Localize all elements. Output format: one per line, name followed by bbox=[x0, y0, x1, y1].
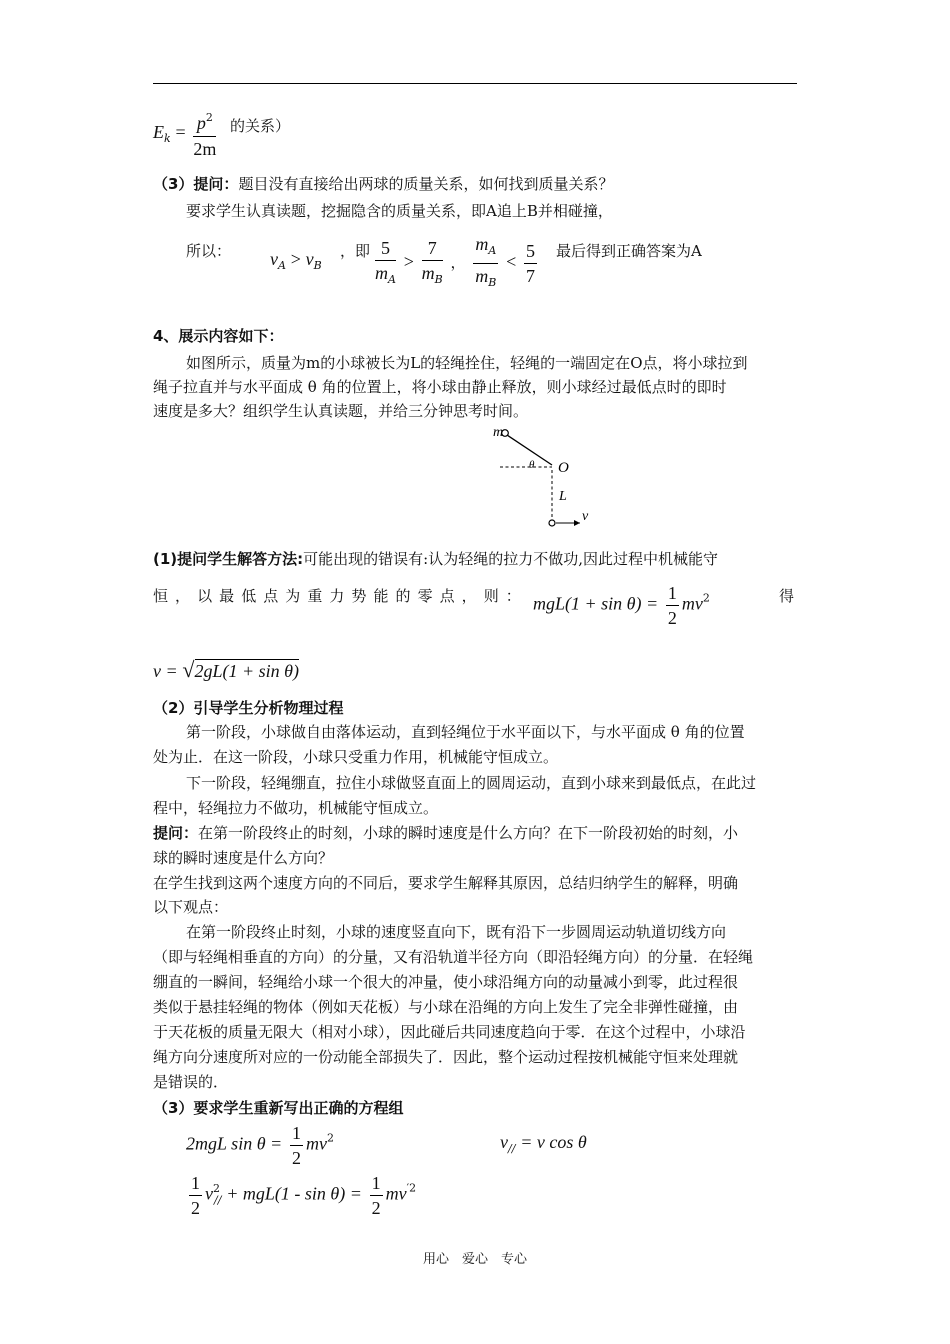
one: 1 bbox=[290, 1123, 303, 1146]
half-fraction bbox=[666, 583, 679, 628]
eq2-rhs: = v cos θ bbox=[520, 1132, 587, 1152]
v-b: v bbox=[305, 249, 314, 269]
frac-5-7 bbox=[524, 241, 537, 286]
s4-para-line2: 绳子拉直并与水平面成 θ 角的位置上，将小球由静止释放，则小球经过最低点时的即时 bbox=[153, 378, 727, 396]
ask1-justified-line bbox=[153, 585, 521, 606]
two: 2 bbox=[667, 608, 677, 628]
momentum-inequality bbox=[372, 234, 540, 293]
mv: mv bbox=[681, 593, 703, 614]
explain-line: 在第一阶段终止时刻，小球的速度竖直向下，既有沿下一步圆周运动轨道切线方向 bbox=[186, 923, 727, 941]
sub-b-2: B bbox=[434, 272, 443, 286]
one: 1 bbox=[370, 1173, 383, 1196]
two: 2 bbox=[191, 1198, 200, 1218]
ek-symbol: E bbox=[153, 122, 164, 142]
jchar: ， bbox=[175, 587, 191, 605]
half-fraction bbox=[290, 1123, 303, 1168]
q3-label: （3）提问： bbox=[153, 175, 239, 193]
equation-1 bbox=[186, 1123, 334, 1168]
parallel-sub: // bbox=[508, 1142, 516, 1155]
two: 2 bbox=[291, 1148, 301, 1168]
jchar: 点 bbox=[439, 587, 455, 605]
ask2-line: 处为止．在这一阶段，小球只受重力作用，机械能守恒成立。 bbox=[153, 748, 559, 766]
ask2-line: 下一阶段，轻绳绷直，拉住小球做竖直面上的圆周运动，直到小球来到最低点，在此过 bbox=[186, 774, 757, 792]
jchar: 势 bbox=[351, 587, 367, 605]
ask2-line: 第一阶段，小球做自由落体运动，直到轻绳位于水平面以下，与水平面成 θ 角的位置 bbox=[186, 723, 745, 741]
ask1-label: (1)提问学生解答方法: bbox=[153, 550, 304, 568]
q3-line bbox=[153, 173, 613, 195]
equation-2 bbox=[500, 1132, 587, 1155]
sq: 2 bbox=[326, 1131, 334, 1145]
pendulum-figure bbox=[480, 420, 600, 532]
frac-ma-mb bbox=[473, 234, 498, 293]
so-label: 所以： bbox=[186, 242, 232, 260]
jchar: 的 bbox=[395, 587, 411, 605]
velocity-sqrt-formula bbox=[153, 657, 299, 683]
equals: = bbox=[175, 122, 186, 142]
sub-a-2: A bbox=[388, 272, 396, 286]
ek-sub: k bbox=[164, 132, 171, 145]
explain-line: （即与轻绳相垂直的方向）的分量，又有沿轨道半径方向（即沿轻绳方向）的分量．在轻绳 bbox=[153, 948, 754, 966]
label-o: O bbox=[558, 460, 569, 476]
jchar: ， bbox=[461, 587, 477, 605]
two: 2 bbox=[371, 1198, 381, 1218]
seven-2: 7 bbox=[526, 266, 536, 286]
jchar: 能 bbox=[373, 587, 389, 605]
m-b-den: m bbox=[475, 266, 489, 286]
explain-line: 于天花板的质量无限大（相对小球），因此碰后共同速度趋向于零．在这个过程中，小球沿 bbox=[153, 1023, 746, 1041]
mv: mv bbox=[385, 1183, 407, 1204]
ask2-question-line2: 球的瞬时速度是什么方向？ bbox=[153, 849, 334, 867]
half-fraction bbox=[189, 1173, 202, 1218]
sq: 2 bbox=[213, 1181, 220, 1195]
energy-equation-wrong bbox=[533, 583, 710, 628]
eq3-mid: + mgL(1 - sin θ) = bbox=[226, 1183, 362, 1204]
label-theta: θ bbox=[529, 459, 535, 471]
v-eq: v = bbox=[153, 661, 178, 681]
v: v bbox=[205, 1183, 213, 1204]
sq: 2 bbox=[702, 591, 710, 605]
section-4-heading: 4、展示内容如下： bbox=[153, 327, 284, 345]
conclusion-text: 最后得到正确答案为A bbox=[556, 242, 702, 260]
prime-sq: ′2 bbox=[406, 1181, 417, 1195]
half-fraction-2 bbox=[370, 1173, 383, 1218]
sqrt-body: 2gL(1 + sin θ) bbox=[194, 661, 299, 681]
mv: mv bbox=[305, 1133, 327, 1154]
sub-a-3: A bbox=[488, 244, 497, 257]
frac-5-ma bbox=[375, 238, 396, 290]
jchar: ： bbox=[505, 587, 521, 605]
q3-line2: 要求学生认真读题，挖掘隐含的质量关系，即A追上B并相碰撞， bbox=[186, 202, 613, 220]
comma: ， bbox=[450, 253, 466, 272]
jchar: 最 bbox=[219, 587, 235, 605]
frac-7-mb bbox=[422, 238, 443, 290]
label-m: m bbox=[493, 425, 504, 440]
ask2-question-line bbox=[153, 822, 738, 844]
label-v: v bbox=[582, 509, 589, 524]
ask2-heading: （2）引导学生分析物理过程 bbox=[153, 699, 344, 717]
numerator: p bbox=[196, 113, 206, 133]
gt-sign: > bbox=[290, 249, 301, 269]
sub-b-3: B bbox=[488, 276, 497, 289]
ask1-text: 可能出现的错误有:认为轻绳的拉力不做功,因此过程中机械能守 bbox=[303, 550, 718, 568]
eq-lhs: mgL(1 + sin θ) = bbox=[533, 593, 659, 614]
ji-text: ，即 bbox=[340, 242, 371, 260]
velocity-inequality bbox=[270, 249, 322, 272]
v-a: v bbox=[270, 249, 278, 269]
label-l: L bbox=[559, 489, 567, 504]
de-text: 得 bbox=[779, 587, 795, 605]
equation-3 bbox=[186, 1173, 416, 1218]
lt-sign: < bbox=[506, 251, 517, 272]
explain-line: 类似于悬挂轻绳的物体（例如天花板）与小球在沿绳的方向上发生了完全非弹性碰撞，由 bbox=[153, 998, 739, 1016]
five-1: 5 bbox=[375, 238, 396, 261]
explain-line: 绷直的一瞬间，轻绳给小球一个很大的冲量，使小球沿绳方向的动量减小到零，此过程很 bbox=[153, 973, 739, 991]
jchar: 低 bbox=[241, 587, 257, 605]
ask3-heading: （3）要求学生重新写出正确的方程组 bbox=[153, 1099, 404, 1117]
jchar: 重 bbox=[307, 587, 323, 605]
kinetic-energy-formula bbox=[153, 108, 219, 160]
s4-para-line1: 如图所示，质量为m的小球被长为L的轻绳拴住，轻绳的一端固定在O点，将小球拉到 bbox=[186, 354, 748, 372]
m-b: m bbox=[421, 262, 435, 283]
jchar: 零 bbox=[417, 587, 433, 605]
m-a-num: m bbox=[475, 234, 489, 254]
ask2-line: 程中，轻绳拉力不做功，机械能守恒成立。 bbox=[153, 799, 439, 817]
page-footer: 用心 爱心 专心 bbox=[422, 1252, 527, 1267]
ask1-line bbox=[153, 548, 718, 570]
denominator: 2m bbox=[193, 139, 217, 159]
one: 1 bbox=[189, 1173, 202, 1196]
sub-b: B bbox=[313, 259, 322, 272]
v-parallel: v bbox=[500, 1132, 508, 1152]
eq1-lhs: 2mgL sin θ = bbox=[186, 1133, 283, 1154]
jchar: 以 bbox=[197, 587, 213, 605]
jchar: 恒 bbox=[153, 587, 169, 605]
jchar: 则 bbox=[483, 587, 499, 605]
s4-para-line3: 速度是多大？组织学生认真读题，并给三分钟思考时间。 bbox=[153, 402, 529, 420]
five-2: 5 bbox=[524, 241, 537, 264]
one: 1 bbox=[666, 583, 679, 606]
m-a: m bbox=[375, 262, 388, 283]
header-rule bbox=[153, 83, 797, 84]
relation-suffix: 的关系） bbox=[230, 117, 291, 135]
ball-bottom-circle bbox=[549, 520, 555, 526]
ek-fraction bbox=[193, 108, 216, 160]
seven-1: 7 bbox=[422, 238, 443, 261]
gt-sign-2: > bbox=[403, 251, 414, 272]
jchar: 力 bbox=[329, 587, 345, 605]
num-sup: 2 bbox=[205, 111, 213, 124]
tiwen-label: 提问： bbox=[153, 824, 199, 842]
explain-line: 是错误的． bbox=[153, 1073, 229, 1091]
jchar: 为 bbox=[285, 587, 301, 605]
parallel-sub: // bbox=[214, 1193, 222, 1207]
sub-a: A bbox=[278, 259, 286, 272]
explain-line: 在学生找到这两个速度方向的不同后，要求学生解释其原因，总结归纳学生的解释，明确 bbox=[153, 874, 739, 892]
explain-line: 以下观点： bbox=[153, 898, 229, 916]
explain-line: 绳方向分速度所对应的一份动能全部损失了．因此，整个运动过程按机械能守恒来处理就 bbox=[153, 1048, 739, 1066]
arrow-head-icon bbox=[574, 520, 580, 526]
jchar: 点 bbox=[263, 587, 279, 605]
sqrt-icon: √ bbox=[182, 657, 195, 682]
tiwen-text: 在第一阶段终止的时刻，小球的瞬时速度是什么方向？在下一阶段初始的时刻，小 bbox=[198, 824, 739, 842]
q3-text: 题目没有直接给出两球的质量关系，如何找到质量关系？ bbox=[238, 175, 614, 193]
